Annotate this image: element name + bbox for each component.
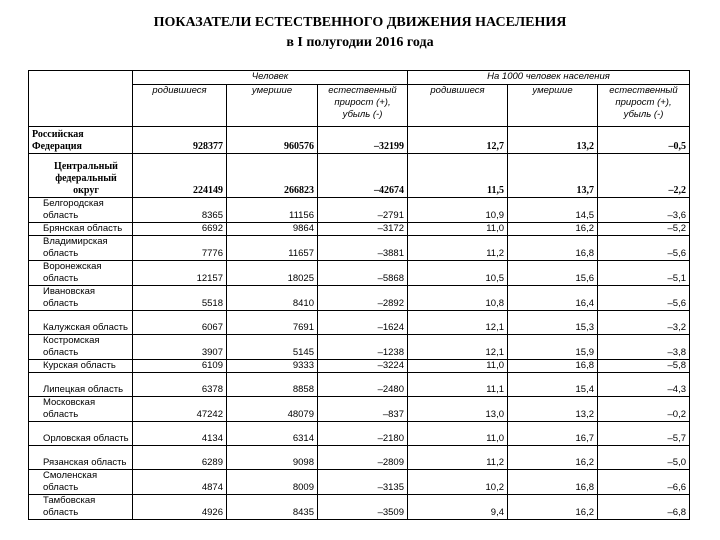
growth-rate-cell: –5,7 xyxy=(598,422,690,446)
born-rate-cell: 12,1 xyxy=(408,311,508,335)
growth-rate-cell: –5,1 xyxy=(598,261,690,286)
growth-cell: –2180 xyxy=(318,422,408,446)
died-cell: 11156 xyxy=(227,198,318,223)
born-rate-cell: 12,1 xyxy=(408,335,508,360)
died-rate-cell: 15,4 xyxy=(508,373,598,397)
table-row xyxy=(29,446,690,470)
growth-cell: –1238 xyxy=(318,335,408,360)
table-row xyxy=(29,286,690,311)
growth-cell: –2791 xyxy=(318,198,408,223)
header-group-per1000: На 1000 человек населения xyxy=(408,71,690,85)
died-cell: 8410 xyxy=(227,286,318,311)
region-name-cell: Тамбовская область xyxy=(29,495,133,520)
growth-rate-cell: –6,8 xyxy=(598,495,690,520)
died-rate-cell: 16,8 xyxy=(508,236,598,261)
died-rate-cell: 16,2 xyxy=(508,495,598,520)
born-rate-cell: 12,7 xyxy=(408,127,508,154)
born-cell: 6109 xyxy=(133,360,227,373)
born-rate-cell: 11,2 xyxy=(408,236,508,261)
born-cell: 6378 xyxy=(133,373,227,397)
growth-cell: –32199 xyxy=(318,127,408,154)
growth-rate-cell: –3,6 xyxy=(598,198,690,223)
growth-cell: –2892 xyxy=(318,286,408,311)
died-rate-cell: 16,8 xyxy=(508,360,598,373)
region-name-cell: Орловская область xyxy=(29,422,133,446)
born-cell: 928377 xyxy=(133,127,227,154)
died-rate-cell: 16,2 xyxy=(508,446,598,470)
died-cell: 8858 xyxy=(227,373,318,397)
died-rate-cell: 16,7 xyxy=(508,422,598,446)
page-title: ПОКАЗАТЕЛИ ЕСТЕСТВЕННОГО ДВИЖЕНИЯ НАСЕЛЕНИЯ xyxy=(153,15,567,30)
region-name-cell: Костромская область xyxy=(29,335,133,360)
born-rate-cell: 11,0 xyxy=(408,422,508,446)
born-cell: 7776 xyxy=(133,236,227,261)
region-name-cell: Центральный федеральный округ xyxy=(29,154,133,198)
died-cell: 18025 xyxy=(227,261,318,286)
died-cell: 960576 xyxy=(227,127,318,154)
born-rate-cell: 9,4 xyxy=(408,495,508,520)
died-rate-cell: 15,6 xyxy=(508,261,598,286)
header-born: родившиеся xyxy=(133,85,227,127)
growth-rate-cell: –5,8 xyxy=(598,360,690,373)
table-row xyxy=(29,127,690,154)
region-name-cell: Калужская область xyxy=(29,311,133,335)
born-cell: 3907 xyxy=(133,335,227,360)
growth-rate-cell: –3,8 xyxy=(598,335,690,360)
table-row xyxy=(29,373,690,397)
header-natural-rate: естественный прирост (+), убыль (-) xyxy=(598,85,690,127)
born-cell: 6692 xyxy=(133,223,227,236)
born-cell: 6067 xyxy=(133,311,227,335)
table-row xyxy=(29,236,690,261)
growth-cell: –3135 xyxy=(318,470,408,495)
header-group-people: Человек xyxy=(133,71,408,85)
died-rate-cell: 13,2 xyxy=(508,397,598,422)
table-row xyxy=(29,335,690,360)
growth-cell: –3881 xyxy=(318,236,408,261)
died-rate-cell: 16,8 xyxy=(508,470,598,495)
growth-rate-cell: –5,2 xyxy=(598,223,690,236)
died-cell: 7691 xyxy=(227,311,318,335)
growth-cell: –5868 xyxy=(318,261,408,286)
population-table xyxy=(28,70,690,520)
died-cell: 8009 xyxy=(227,470,318,495)
growth-rate-cell: –5,6 xyxy=(598,286,690,311)
table-row xyxy=(29,311,690,335)
page-subtitle: в I полугодии 2016 года xyxy=(286,35,434,50)
region-name-cell: Московская область xyxy=(29,397,133,422)
table-row xyxy=(29,360,690,373)
born-rate-cell: 10,9 xyxy=(408,198,508,223)
region-name-cell: Брянская область xyxy=(29,223,133,236)
header-natural: естественный прирост (+), убыль (-) xyxy=(318,85,408,127)
region-name-cell: Смоленская область xyxy=(29,470,133,495)
born-cell: 5518 xyxy=(133,286,227,311)
born-rate-cell: 11,5 xyxy=(408,154,508,198)
born-rate-cell: 11,2 xyxy=(408,446,508,470)
born-cell: 6289 xyxy=(133,446,227,470)
table-row xyxy=(29,198,690,223)
growth-rate-cell: –6,6 xyxy=(598,470,690,495)
growth-rate-cell: –5,6 xyxy=(598,236,690,261)
died-cell: 6314 xyxy=(227,422,318,446)
table-row xyxy=(29,422,690,446)
growth-cell: –3224 xyxy=(318,360,408,373)
died-cell: 5145 xyxy=(227,335,318,360)
died-cell: 8435 xyxy=(227,495,318,520)
region-name-cell: Владимирская область xyxy=(29,236,133,261)
died-cell: 9333 xyxy=(227,360,318,373)
died-rate-cell: 14,5 xyxy=(508,198,598,223)
header-died: умершие xyxy=(227,85,318,127)
table-row xyxy=(29,470,690,495)
born-cell: 4874 xyxy=(133,470,227,495)
died-cell: 48079 xyxy=(227,397,318,422)
died-rate-cell: 13,2 xyxy=(508,127,598,154)
born-rate-cell: 10,8 xyxy=(408,286,508,311)
growth-cell: –3509 xyxy=(318,495,408,520)
died-rate-cell: 15,3 xyxy=(508,311,598,335)
region-name-cell: Рязанская область xyxy=(29,446,133,470)
died-rate-cell: 13,7 xyxy=(508,154,598,198)
born-cell: 47242 xyxy=(133,397,227,422)
died-rate-cell: 15,9 xyxy=(508,335,598,360)
growth-cell: –3172 xyxy=(318,223,408,236)
header-born-rate: родившиеся xyxy=(408,85,508,127)
growth-cell: –837 xyxy=(318,397,408,422)
born-cell: 4926 xyxy=(133,495,227,520)
born-rate-cell: 11,0 xyxy=(408,360,508,373)
table-row xyxy=(29,154,690,198)
region-name-cell: Белгородская область xyxy=(29,198,133,223)
born-rate-cell: 11,0 xyxy=(408,223,508,236)
died-rate-cell: 16,2 xyxy=(508,223,598,236)
born-rate-cell: 13,0 xyxy=(408,397,508,422)
region-name-cell: Воронежская область xyxy=(29,261,133,286)
growth-cell: –1624 xyxy=(318,311,408,335)
born-rate-cell: 11,1 xyxy=(408,373,508,397)
region-name-cell: Ивановская область xyxy=(29,286,133,311)
growth-cell: –2480 xyxy=(318,373,408,397)
table-row xyxy=(29,495,690,520)
died-rate-cell: 16,4 xyxy=(508,286,598,311)
born-rate-cell: 10,2 xyxy=(408,470,508,495)
born-cell: 224149 xyxy=(133,154,227,198)
born-cell: 8365 xyxy=(133,198,227,223)
growth-cell: –2809 xyxy=(318,446,408,470)
header-died-rate: умершие xyxy=(508,85,598,127)
died-cell: 9864 xyxy=(227,223,318,236)
born-rate-cell: 10,5 xyxy=(408,261,508,286)
growth-cell: –42674 xyxy=(318,154,408,198)
table-row xyxy=(29,261,690,286)
growth-rate-cell: –4,3 xyxy=(598,373,690,397)
table-row xyxy=(29,397,690,422)
growth-rate-cell: –0,5 xyxy=(598,127,690,154)
died-cell: 266823 xyxy=(227,154,318,198)
region-name-cell: Липецкая область xyxy=(29,373,133,397)
growth-rate-cell: –5,0 xyxy=(598,446,690,470)
growth-rate-cell: –3,2 xyxy=(598,311,690,335)
died-cell: 11657 xyxy=(227,236,318,261)
died-cell: 9098 xyxy=(227,446,318,470)
region-name-cell: Курская область xyxy=(29,360,133,373)
table-row xyxy=(29,223,690,236)
region-name-cell: Российская Федерация xyxy=(29,127,133,154)
growth-rate-cell: –0,2 xyxy=(598,397,690,422)
born-cell: 12157 xyxy=(133,261,227,286)
born-cell: 4134 xyxy=(133,422,227,446)
growth-rate-cell: –2,2 xyxy=(598,154,690,198)
header-corner-cell xyxy=(29,71,133,127)
